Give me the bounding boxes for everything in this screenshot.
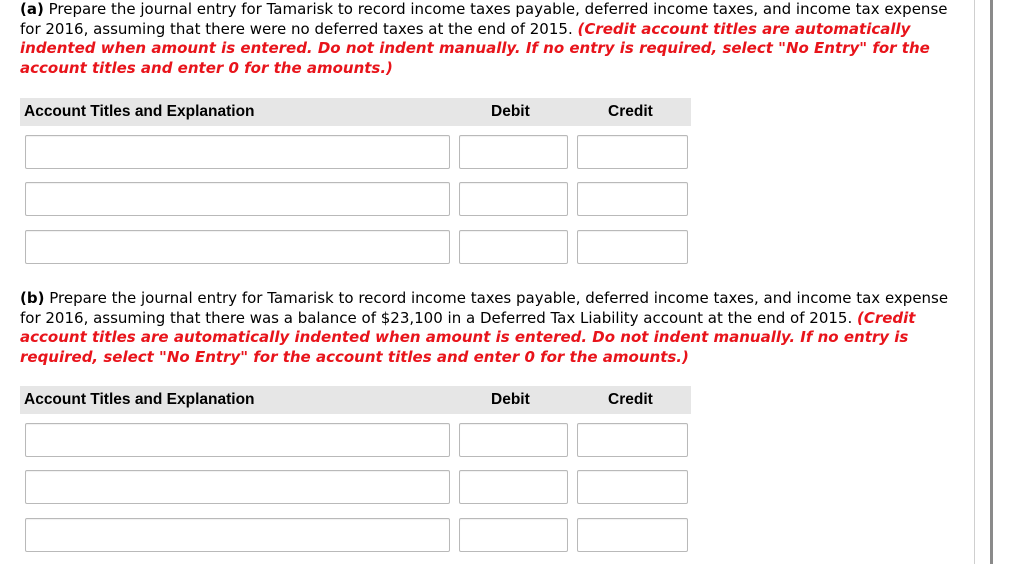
header-debit: Debit (491, 391, 530, 408)
part-a-row-2-account-input[interactable] (25, 182, 450, 216)
part-a-row-3-account-input[interactable] (25, 230, 450, 264)
part-b-row-2-debit-input[interactable] (459, 470, 568, 504)
part-b-row-3-credit-input[interactable] (577, 518, 688, 552)
content-border (974, 0, 975, 564)
part-a-prompt (20, 0, 955, 78)
header-account-titles: Account Titles and Explanation (24, 391, 255, 408)
part-a-tag: (a) (20, 0, 44, 18)
part-a-row-3-debit-input[interactable] (459, 230, 568, 264)
part-a-row-1-account-input[interactable] (25, 135, 450, 169)
header-debit: Debit (491, 103, 530, 120)
part-a-row-1-credit-input[interactable] (577, 135, 688, 169)
part-b-instruction: (Credit account titles are automatically indented when amount is entered. Do not indent manually. If no entry is required, select "No Entry" for the account titles and enter 0 for the amounts.) (20, 308, 916, 366)
part-a-row-2-credit-input[interactable] (577, 182, 688, 216)
part-b-row-2-credit-input[interactable] (577, 470, 688, 504)
part-b-question: Prepare the journal entry for Tamarisk to record income taxes payable, deferred income taxes, and income tax expense for 2016, assuming that there was a balance of $23,100 in a Deferred Tax Liability account at the end of 2015. (20, 289, 949, 327)
part-a-instruction: (Credit account titles are automatically indented when amount is entered. Do not indent manually. If no entry is required, select "No Entry" for the account titles and enter 0 for the amounts.) (20, 19, 930, 77)
header-credit: Credit (608, 103, 653, 120)
scrollbar-track[interactable] (990, 0, 993, 564)
part-b-row-1-debit-input[interactable] (459, 423, 568, 457)
part-a-row-2-debit-input[interactable] (459, 182, 568, 216)
part-b-row-3-debit-input[interactable] (459, 518, 568, 552)
part-a-question: Prepare the journal entry for Tamarisk to record income taxes payable, deferred income taxes, and income tax expense for 2016, assuming that there were no deferred taxes at the end of 2015. (20, 0, 948, 38)
part-b-tag: (b) (20, 289, 45, 307)
part-b-row-3-account-input[interactable] (25, 518, 450, 552)
part-b-row-1-account-input[interactable] (25, 423, 450, 457)
header-credit: Credit (608, 391, 653, 408)
part-b-table-header (20, 386, 691, 414)
part-b-row-2-account-input[interactable] (25, 470, 450, 504)
part-a-row-3-credit-input[interactable] (577, 230, 688, 264)
header-account-titles: Account Titles and Explanation (24, 103, 255, 120)
part-a-row-1-debit-input[interactable] (459, 135, 568, 169)
part-b-prompt (20, 289, 955, 367)
part-b-row-1-credit-input[interactable] (577, 423, 688, 457)
part-a-table-header (20, 98, 691, 126)
